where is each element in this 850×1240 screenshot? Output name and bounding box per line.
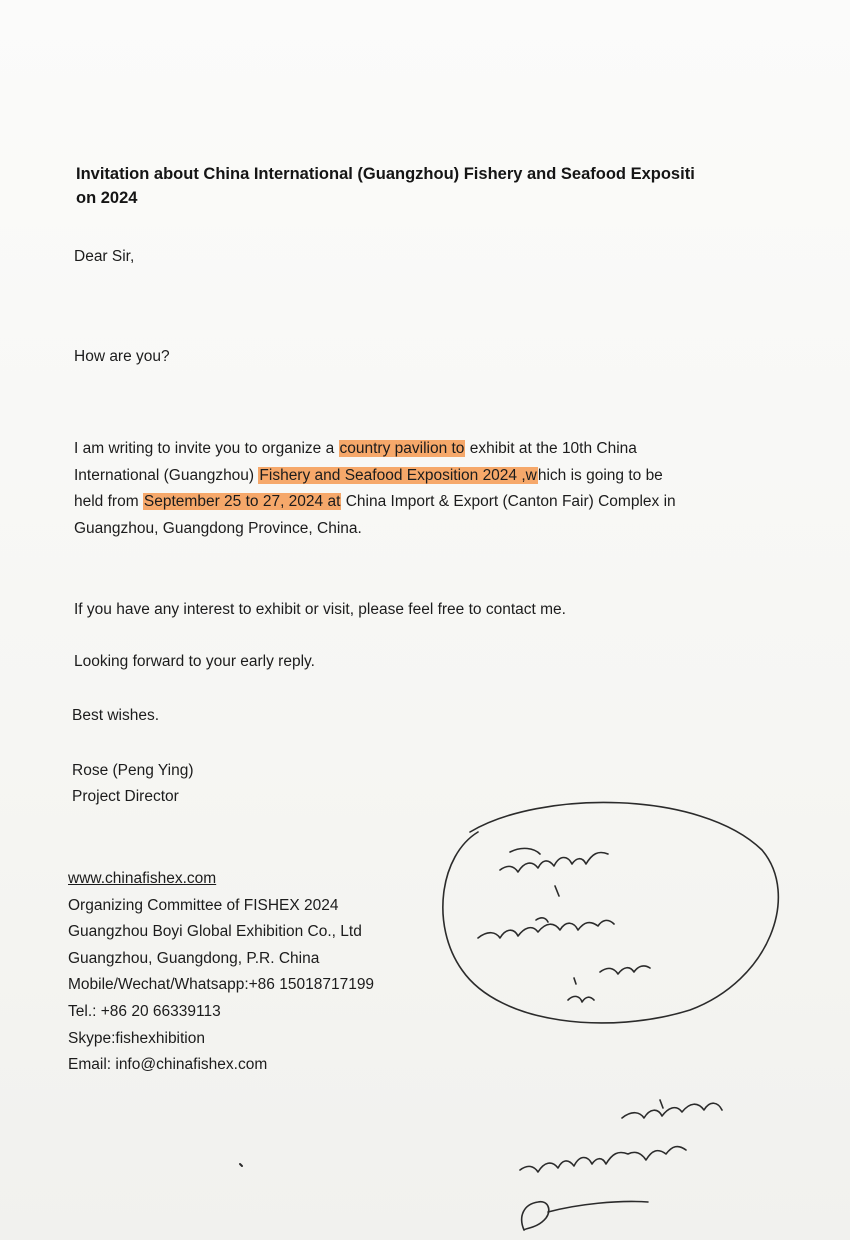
paragraph-line-4: Guangzhou, Guangdong Province, China. <box>74 519 362 537</box>
text-segment: International (Guangzhou) <box>74 466 259 484</box>
email-line: Email: info@chinafishex.com <box>68 1056 268 1074</box>
highlighted-text: September 25 to 27, 2024 at <box>143 493 341 510</box>
text-segment: China Import & Export (Canton Fair) Complex in <box>341 493 676 510</box>
text-segment: exhibit at the 10th China <box>465 440 637 457</box>
looking-forward-line: Looking forward to your early reply. <box>74 653 315 670</box>
tel-line: Tel.: +86 20 66339113 <box>68 1002 221 1020</box>
handwritten-note-bottom <box>520 1100 722 1230</box>
text-segment: hich is going to be <box>537 466 663 484</box>
salutation: Dear Sir, <box>74 248 135 265</box>
address-line: Guangzhou, Guangdong, P.R. China <box>68 949 320 967</box>
mobile-line: Mobile/Wechat/Whatsapp:+86 15018717199 <box>68 976 375 994</box>
highlighted-text: country pavilion to <box>339 440 465 457</box>
highlighted-text: Fishery and Seafood Exposition 2024 ,w <box>259 466 537 484</box>
ink-speck <box>240 1164 242 1166</box>
signer-name: Rose (Peng Ying) <box>72 762 194 779</box>
title-line-2: on 2024 <box>76 189 138 207</box>
handwritten-ellipse <box>443 802 778 1023</box>
text-segment: held from <box>74 493 143 510</box>
handwritten-note-inside-ellipse <box>478 848 650 1002</box>
greeting: How are you? <box>74 348 170 365</box>
skype-line: Skype:fishexhibition <box>68 1029 205 1047</box>
company-line: Guangzhou Boyi Global Exhibition Co., Ltd <box>68 923 362 941</box>
website-link[interactable]: www.chinafishex.com <box>68 870 217 887</box>
text-segment: I am writing to invite you to organize a <box>74 440 339 457</box>
closing-line: Best wishes. <box>72 707 160 724</box>
signer-title: Project Director <box>72 788 179 805</box>
title-line-1: Invitation about China International (Guangzhou) Fishery and Seafood Expositi <box>76 165 695 183</box>
committee-line: Organizing Committee of FISHEX 2024 <box>68 896 339 914</box>
interest-line: If you have any interest to exhibit or visit, please feel free to contact me. <box>74 601 566 618</box>
